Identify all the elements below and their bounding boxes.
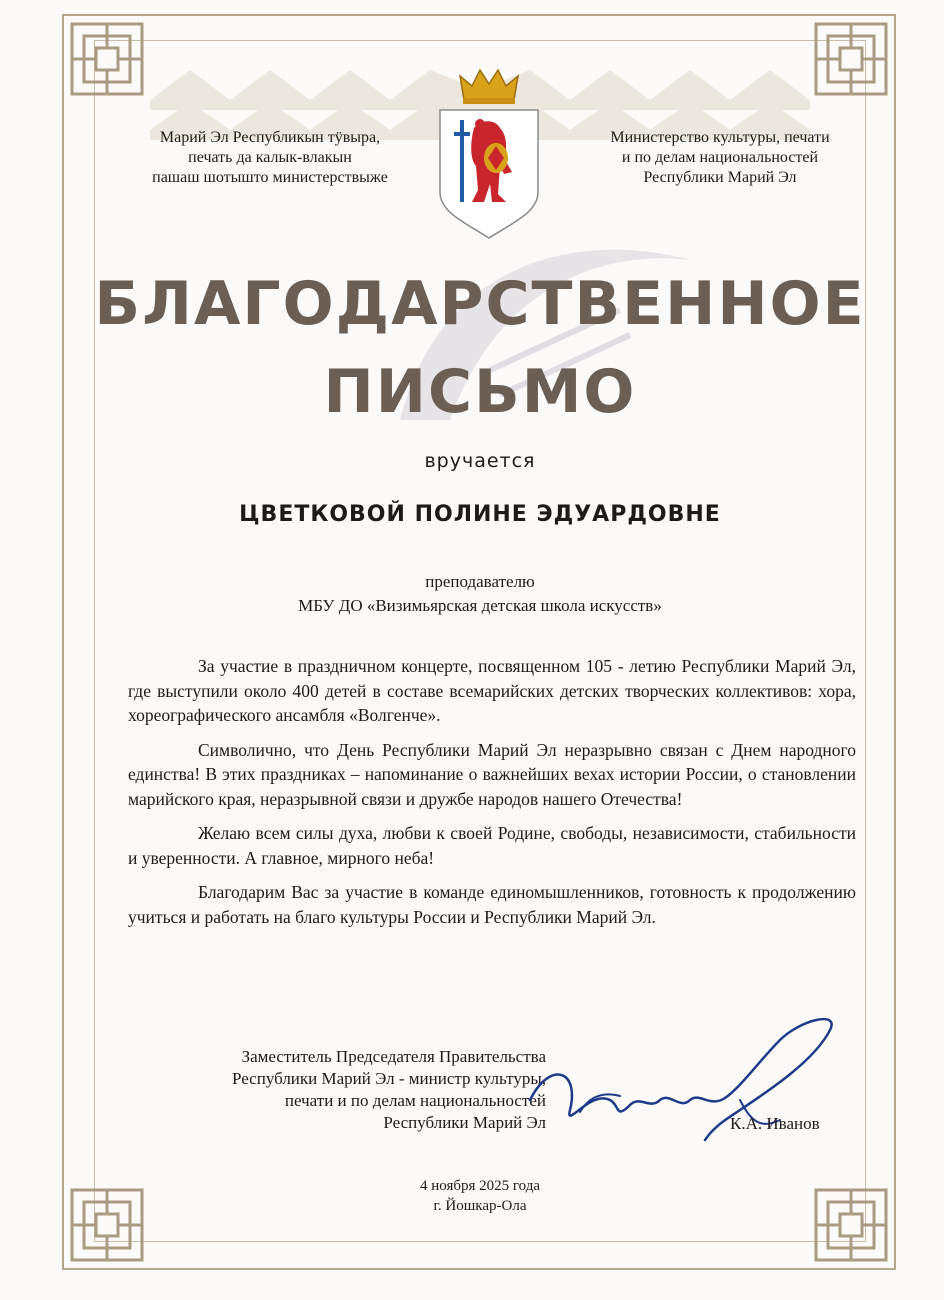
document-date: 4 ноября 2025 года — [419, 1178, 541, 1194]
document-date-place — [300, 1176, 660, 1216]
document-title-line-2: ПИСЬМО — [323, 357, 637, 427]
header-right-line: и по делам национальностей — [621, 149, 819, 166]
body-paragraph: Благодарим Вас за участие в команде единомышленников, готовность к продолжению учиться и работать на благо культуры России и Республики Марий Эл. — [128, 882, 856, 927]
corner-ornament-top-right — [808, 16, 894, 102]
header-right-line: Республики Марий Эл — [643, 169, 797, 186]
header-left-text — [100, 128, 440, 188]
signatory-position-line: Республики Марий Эл — [383, 1113, 546, 1132]
body-paragraph: За участие в праздничном концерте, посвященном 105 - летию Республики Марий Эл, где выступили около 400 детей в составе всемарийских детских творческих коллективов: хора, хореографического ансамбля «Волгенче». — [128, 656, 856, 725]
header-left-line: пашаш шотышто министерствыже — [152, 169, 388, 186]
document-title-line-1: БЛАГОДАРСТВЕННОЕ — [94, 269, 866, 339]
corner-ornament-top-left — [64, 16, 150, 102]
recipient-role — [94, 570, 866, 618]
signatory-position-line: печати и по делам национальностей — [284, 1091, 546, 1110]
handwritten-signature — [510, 1000, 860, 1160]
header-left-line: Марий Эл Республикын тӱвыра, — [159, 129, 381, 146]
signatory-position-line: Республики Марий Эл - министр культуры, — [231, 1069, 546, 1088]
signer-name: К.А. Иванов — [730, 1114, 820, 1133]
document-city: г. Йошкар-Ола — [433, 1198, 527, 1214]
letter-body — [128, 654, 856, 939]
coat-of-arms-icon — [434, 62, 544, 240]
body-paragraph: Желаю всем силы духа, любви к своей Родине, свободы, независимости, стабильности и уверенности. А главное, мирного неба! — [128, 823, 856, 868]
header-right-line: Министерство культуры, печати — [610, 129, 830, 146]
role-line: преподавателю — [425, 572, 535, 591]
presented-to-label: вручается — [424, 450, 536, 472]
signatory-position — [106, 1046, 546, 1134]
recipient-name: ЦВЕТКОВОЙ ПОЛИНЕ ЭДУАРДОВНЕ — [239, 502, 721, 527]
header-left-line: печать да калык-влакын — [188, 149, 352, 166]
corner-ornament-bottom-right — [808, 1182, 894, 1268]
header-right-text — [560, 128, 880, 188]
corner-ornament-bottom-left — [64, 1182, 150, 1268]
organization-name: МБУ ДО «Визимьярская детская школа искусств» — [298, 596, 662, 615]
signatory-position-line: Заместитель Председателя Правительства — [241, 1047, 546, 1066]
body-paragraph: Символично, что День Республики Марий Эл неразрывно связан с Днем народного единства! В этих праздниках – напоминание о важнейших вехах истории России, о становлении марийского края, неразрывной связи и дружбе народов нашего Отечества! — [128, 739, 856, 809]
